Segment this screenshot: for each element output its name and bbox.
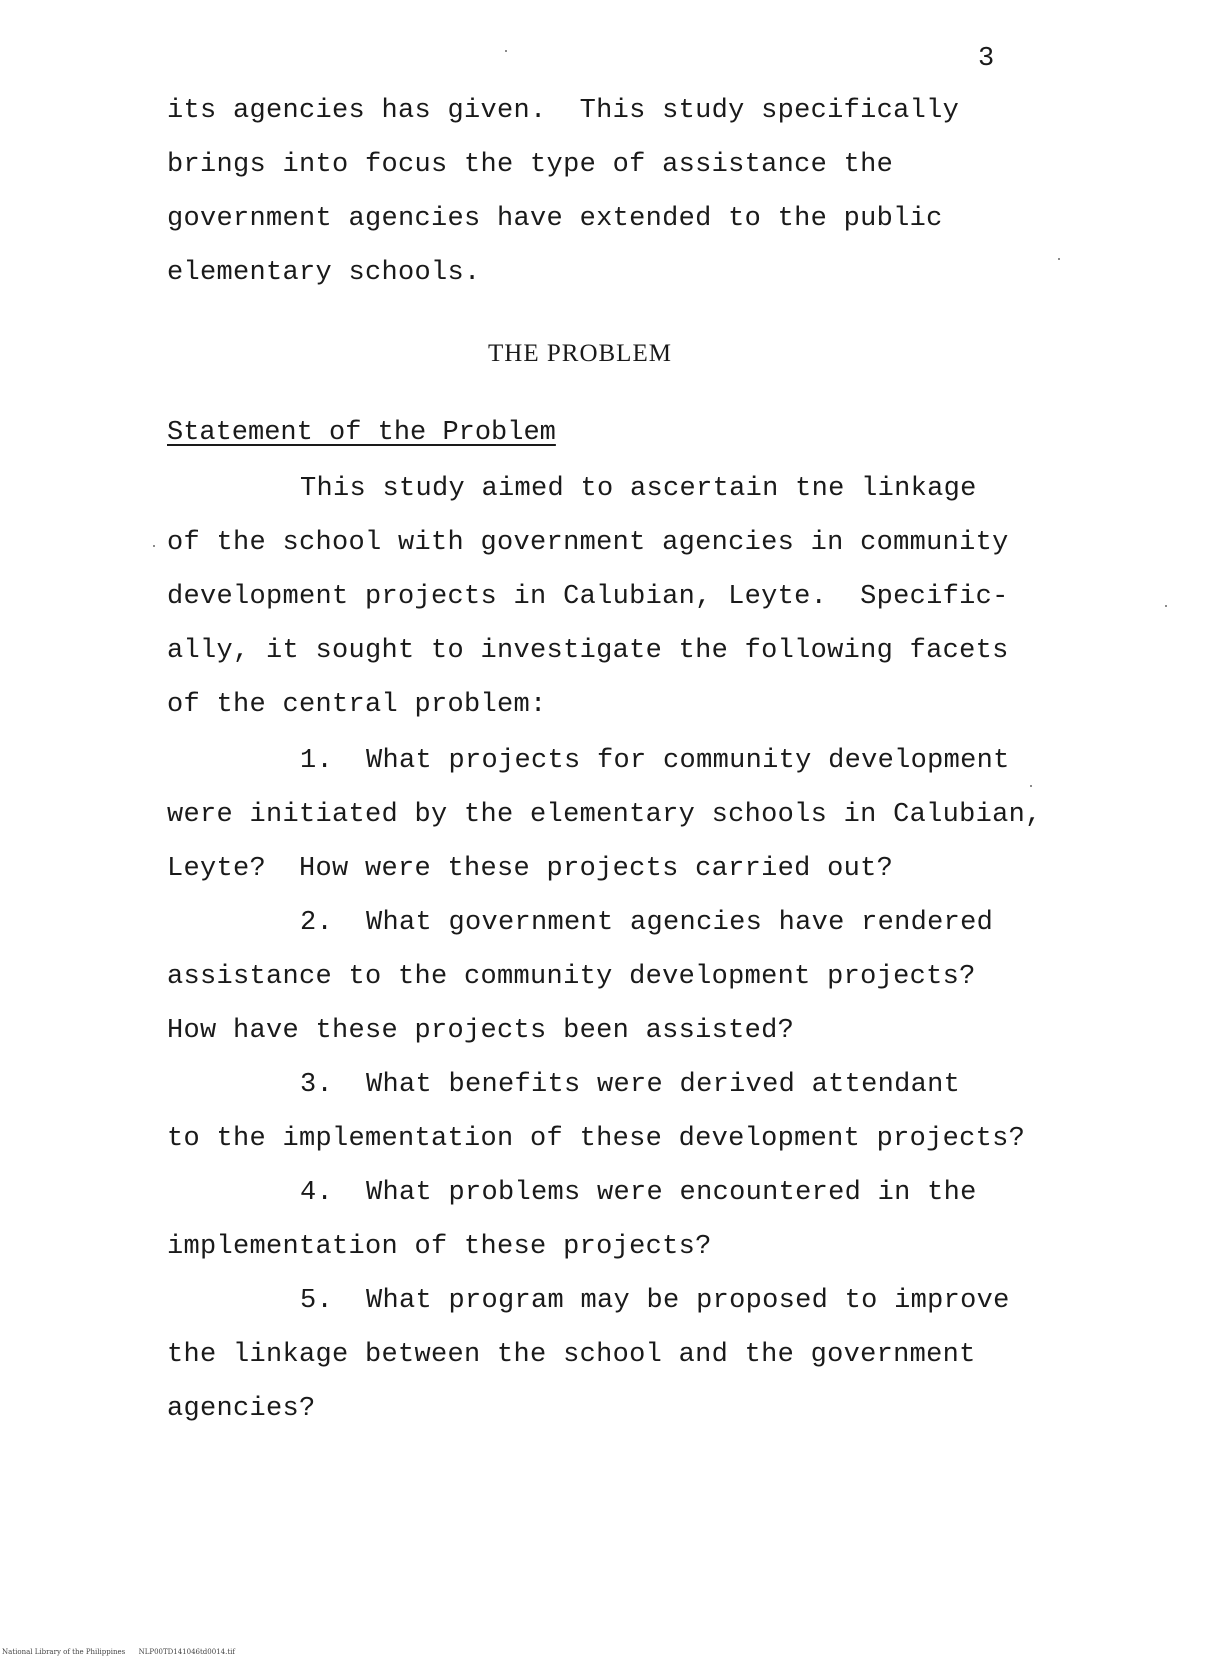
question-line: were initiated by the elementary schools in Calubian, [167,800,1042,830]
scan-speck [1058,258,1060,260]
footer [2,1648,235,1656]
question-line: 4. What problems were encountered in the [300,1178,977,1208]
section-heading: THE PROBLEM [488,340,672,367]
question-line: How have these projects been assisted? [167,1016,795,1046]
intro-line: government agencies have extended to the public [167,204,943,234]
subsection-heading: Statement of the Problem [167,418,556,448]
scan-speck [1165,605,1167,607]
question-line: assistance to the community development projects? [167,962,976,992]
question-line: implementation of these projects? [167,1232,712,1262]
intro-line: elementary schools. [167,258,481,288]
scan-speck [153,545,155,547]
intro-line: brings into focus the type of assistance the [167,150,894,180]
statement-line: of the central problem: [167,690,547,720]
statement-line: This study aimed to ascertain tne linkage [300,474,977,504]
question-line: 3. What benefits were derived attendant [300,1070,961,1100]
question-line: 2. What government agencies have rendered [300,908,994,938]
question-line: 1. What projects for community development [300,746,1010,776]
scan-speck [505,50,507,52]
statement-line: development projects in Calubian, Leyte. Specific- [167,582,1009,612]
footer-library: National Library of the Philippines [2,1648,126,1656]
question-line: agencies? [167,1394,316,1424]
statement-line: ally, it sought to investigate the following facets [167,636,1009,666]
page-number: 3 [978,44,995,74]
footer-file-id: NLP00TD141046td0014.tif [138,1648,235,1656]
question-line: Leyte? How were these projects carried out? [167,854,894,884]
intro-line: its agencies has given. This study specifically [167,96,960,126]
question-line: to the implementation of these development projects? [167,1124,1026,1154]
scan-speck [1030,785,1032,787]
question-line: 5. What program may be proposed to improve [300,1286,1010,1316]
statement-line: of the school with government agencies in community [167,528,1009,558]
question-line: the linkage between the school and the government [167,1340,976,1370]
